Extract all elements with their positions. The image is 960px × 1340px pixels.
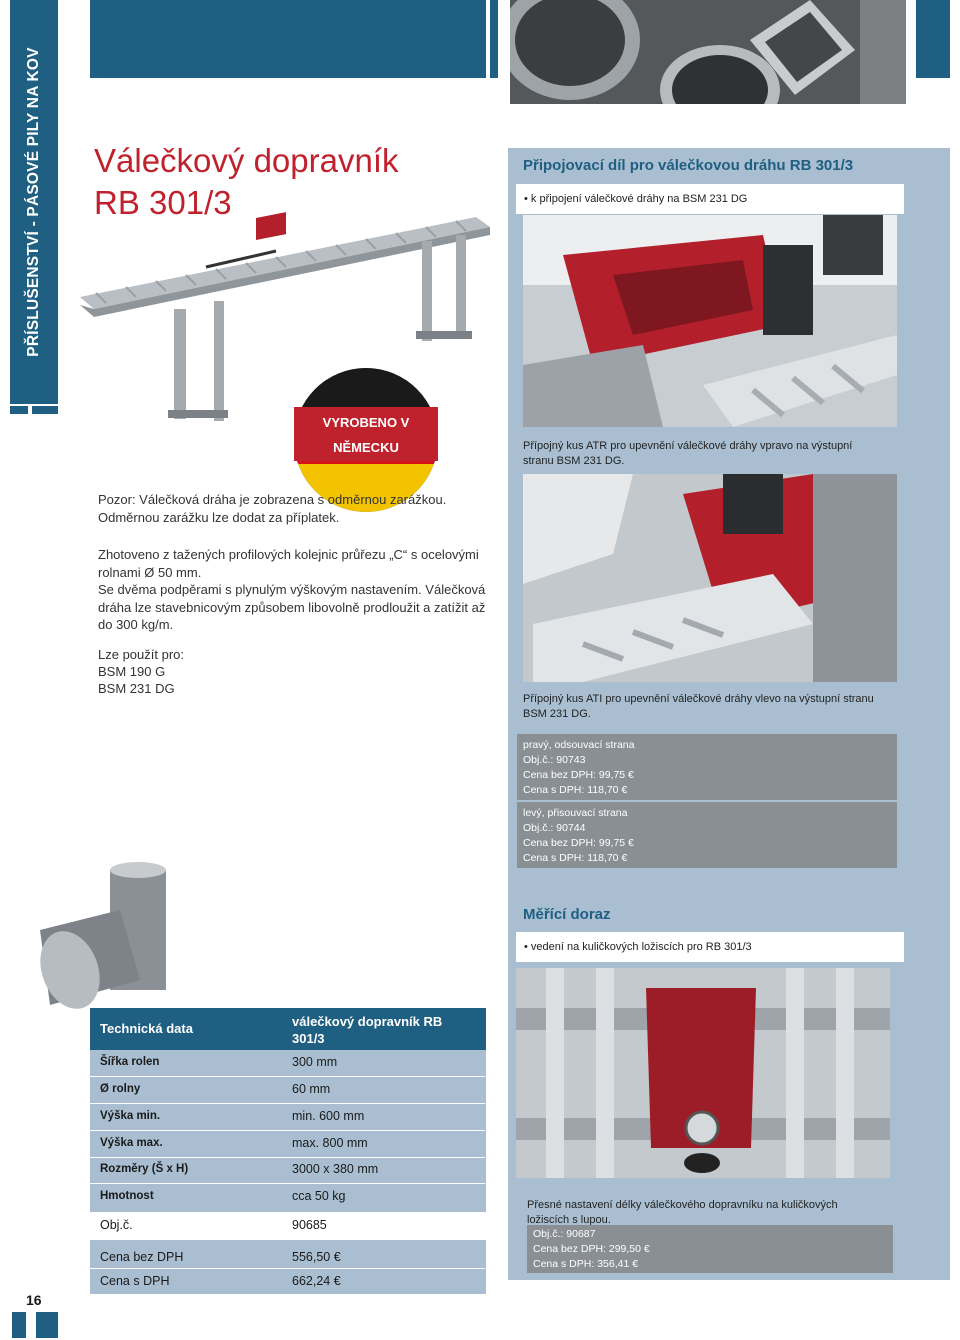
tech-table-title: Technická data	[100, 1021, 193, 1036]
note-text: Pozor: Válečková dráha je zobrazena s odměrnou zarážkou. Odměrnou zarážku lze dodat za příplatek.	[98, 492, 447, 525]
decor-block	[36, 1312, 58, 1338]
decor-block	[32, 406, 58, 414]
table-row-label: Výška max.	[100, 1137, 163, 1149]
stop-order: Obj.č.: 90687	[533, 1228, 596, 1240]
left-side-label: levý, přisouvací strana	[523, 807, 628, 819]
stop-bullet: • vedení na kuličkových ložiscích pro RB 301/3	[524, 940, 752, 955]
connector-bullet: • k připojení válečkové dráhy na BSM 231 DG	[524, 192, 747, 207]
table-row-value: 3000 x 380 mm	[292, 1162, 379, 1176]
divider	[90, 1157, 485, 1158]
connector-heading: Připojovací díl pro válečkovou dráhu RB 301/3	[523, 157, 854, 174]
table-row-label: Šířka rolen	[100, 1056, 160, 1068]
table-row-label: Hmotnost	[100, 1190, 154, 1202]
stop-price-net: Cena bez DPH: 299,50 €	[533, 1243, 650, 1255]
divider	[90, 1268, 485, 1269]
decor-block	[12, 1312, 26, 1338]
tech-table-order-row-bg	[90, 1212, 486, 1240]
price-gross-label: Cena s DPH	[100, 1274, 170, 1288]
order-label: Obj.č.	[100, 1218, 133, 1232]
table-row-label: Rozměry (Š x H)	[100, 1163, 189, 1175]
table-row-label: Výška min.	[100, 1110, 161, 1122]
right-side-label: pravý, odsouvací strana	[523, 739, 635, 751]
right-side-price-box	[517, 734, 897, 800]
decor-block	[10, 406, 28, 414]
usable-for-item: BSM 190 G	[98, 664, 166, 679]
atr-caption: Přípojný kus ATR pro upevnění válečkové dráhy vpravo na výstupní stranu BSM 231 DG.	[523, 440, 853, 467]
price-net-label: Cena bez DPH	[100, 1250, 184, 1264]
divider	[90, 1076, 485, 1077]
category-label: PŘÍSLUŠENSTVÍ - PÁSOVÉ PILY NA KOV	[25, 47, 42, 357]
usable-for-item: BSM 231 DG	[98, 681, 175, 696]
left-side-price-box	[517, 802, 897, 868]
right-side-order: Obj.č.: 90743	[523, 754, 586, 766]
right-side-price-net: Cena bez DPH: 99,75 €	[523, 769, 634, 781]
stop-heading: Měřící doraz	[523, 906, 611, 923]
tube-profiles-photo	[510, 0, 906, 104]
badge-text: VYROBENO V NĚMECKU	[322, 415, 410, 455]
stop-price-box	[527, 1225, 893, 1273]
table-row-value: cca 50 kg	[292, 1189, 346, 1203]
left-side-order: Obj.č.: 90744	[523, 822, 586, 834]
stop-caption: Přesné nastavení délky válečkového dopravníku na kuličkových ložiscích s lupou.	[527, 1199, 838, 1226]
stop-price-gross: Cena s DPH: 356,41 €	[533, 1258, 639, 1270]
description-text: Se dvěma podpěrami s plynulým výškovým nastavením. Válečková dráha lze stavebnicovým způsobem libovolně prodloužit a zatížit až do 300 kg/m.	[98, 582, 486, 632]
left-side-price-gross: Cena s DPH: 118,70 €	[523, 852, 628, 864]
decor-block	[916, 0, 950, 78]
decor-block	[490, 0, 498, 78]
price-net-value: 556,50 €	[292, 1250, 341, 1264]
table-row-label: Ø rolny	[100, 1083, 141, 1095]
order-value: 90685	[292, 1218, 327, 1232]
price-gross-value: 662,24 €	[292, 1274, 341, 1288]
right-side-price-gross: Cena s DPH: 118,70 €	[523, 784, 628, 796]
table-row-value: max. 800 mm	[292, 1136, 368, 1150]
atr-connector-photo	[523, 215, 897, 427]
page-number: 16	[26, 1292, 42, 1308]
usable-for-label: Lze použít pro:	[98, 647, 184, 662]
divider	[90, 1130, 485, 1131]
divider	[90, 1183, 485, 1184]
table-row-value: 60 mm	[292, 1082, 331, 1096]
table-row-value: 300 mm	[292, 1055, 338, 1069]
header-band	[90, 0, 486, 78]
description-text: Zhotoveno z tažených profilových kolejnic průřezu „C“ s ocelovými rolnami Ø 50 mm.	[98, 547, 479, 580]
tech-table-product: válečkový dopravník RB 301/3	[292, 1014, 443, 1046]
left-side-price-net: Cena bez DPH: 99,75 €	[523, 837, 634, 849]
divider	[90, 1103, 485, 1104]
measuring-stop-photo	[516, 968, 890, 1178]
table-row-value: min. 600 mm	[292, 1109, 365, 1123]
page-title: Válečkový dopravník RB 301/3	[94, 142, 399, 221]
ati-connector-photo	[523, 474, 897, 682]
ati-caption: Přípojný kus ATI pro upevnění válečkové dráhy vlevo na výstupní stranu BSM 231 DG.	[523, 693, 874, 720]
